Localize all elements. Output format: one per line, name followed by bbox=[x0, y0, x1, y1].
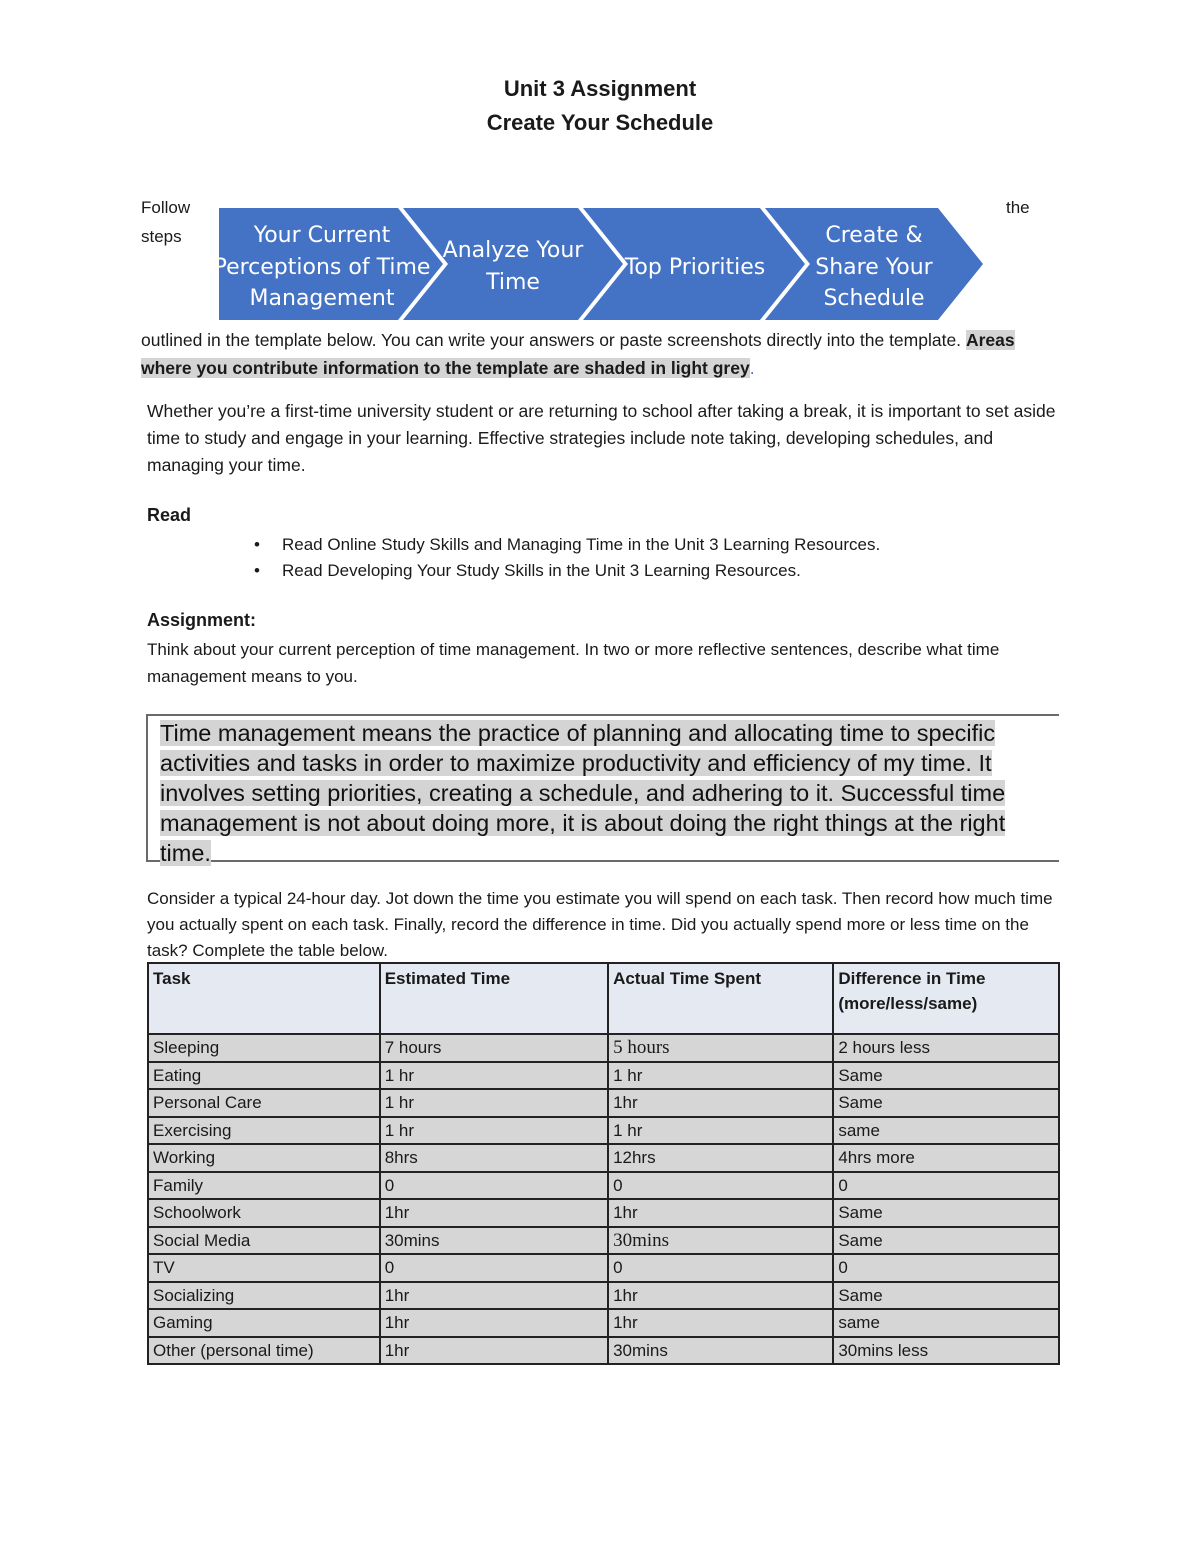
estimated-cell[interactable]: 0 bbox=[380, 1254, 608, 1282]
step-2-line-2: Time bbox=[486, 270, 540, 295]
actual-cell[interactable]: 1hr bbox=[608, 1089, 833, 1117]
process-steps-diagram bbox=[0, 0, 1200, 340]
estimated-cell[interactable]: 1hr bbox=[380, 1282, 608, 1310]
difference-cell[interactable]: 2 hours less bbox=[833, 1034, 1059, 1062]
intro-word-the: the bbox=[1006, 198, 1030, 217]
table-row bbox=[148, 1337, 1059, 1365]
task-cell: Social Media bbox=[148, 1227, 380, 1255]
assignment-heading: Assignment: bbox=[147, 610, 257, 630]
intro-paragraph: Whether you’re a first-time university student or are returning to school after taking a break, it is important to set aside time to study and engage in your learning. Effective strategies include note taking, developing schedules, and managing your time. bbox=[147, 401, 1056, 475]
difference-cell[interactable]: Same bbox=[833, 1062, 1059, 1090]
estimated-cell[interactable]: 30mins bbox=[380, 1227, 608, 1255]
task-cell: Socializing bbox=[148, 1282, 380, 1310]
header-difference: Difference in Time (more/less/same) bbox=[833, 963, 1059, 1034]
table-row bbox=[148, 1172, 1059, 1200]
actual-cell[interactable]: 0 bbox=[608, 1254, 833, 1282]
step-1-line-3: Management bbox=[249, 286, 395, 311]
estimated-cell[interactable]: 7 hours bbox=[380, 1034, 608, 1062]
list-item bbox=[250, 532, 880, 558]
template-instructions-text: outlined in the template below. You can write your answers or paste screenshots directly into the template. bbox=[141, 330, 962, 350]
difference-cell[interactable]: same bbox=[833, 1117, 1059, 1145]
intro-word-follow: Follow bbox=[141, 198, 191, 217]
table-row bbox=[148, 1117, 1059, 1145]
header-actual: Actual Time Spent bbox=[608, 963, 833, 1034]
task-cell: Working bbox=[148, 1144, 380, 1172]
task-cell: Exercising bbox=[148, 1117, 380, 1145]
task-cell: TV bbox=[148, 1254, 380, 1282]
task-cell: Schoolwork bbox=[148, 1199, 380, 1227]
step-1-line-1: Your Current bbox=[253, 223, 391, 248]
read-list bbox=[250, 532, 880, 584]
actual-cell[interactable]: 1hr bbox=[608, 1199, 833, 1227]
actual-cell[interactable]: 1hr bbox=[608, 1282, 833, 1310]
document-title: Unit 3 Assignment bbox=[503, 76, 697, 101]
read-item-text: Read Developing Your Study Skills in the Unit 3 Learning Resources. bbox=[282, 561, 801, 580]
task-cell: Family bbox=[148, 1172, 380, 1200]
template-instructions bbox=[141, 326, 1061, 382]
assignment-prompt: Think about your current perception of time management. In two or more reflective sentences, describe what time management means to you. bbox=[147, 640, 1000, 686]
difference-cell[interactable]: 0 bbox=[833, 1254, 1059, 1282]
document-subtitle: Create Your Schedule bbox=[486, 110, 714, 135]
table-row bbox=[148, 1144, 1059, 1172]
table-row bbox=[148, 1254, 1059, 1282]
table-header-row bbox=[148, 963, 1059, 1034]
difference-cell[interactable]: 0 bbox=[833, 1172, 1059, 1200]
bullet-icon: • bbox=[254, 535, 260, 554]
difference-cell[interactable]: Same bbox=[833, 1227, 1059, 1255]
estimated-cell[interactable]: 1 hr bbox=[380, 1062, 608, 1090]
answer-highlight: Time management means the practice of planning and allocating time to specific activities and tasks in order to maximize productivity and efficiency of my time. It involves setting priorities, creating a schedule, and adhering to it. Successful time management is not about doing more, it is about doing the right things at the right time. bbox=[160, 720, 1006, 866]
intro-word-steps: steps bbox=[141, 227, 182, 246]
estimated-cell[interactable]: 8hrs bbox=[380, 1144, 608, 1172]
task-cell: Personal Care bbox=[148, 1089, 380, 1117]
step-4-line-1: Create & bbox=[825, 223, 923, 248]
actual-cell[interactable]: 1hr bbox=[608, 1309, 833, 1337]
estimated-cell[interactable]: 1 hr bbox=[380, 1117, 608, 1145]
table-row bbox=[148, 1034, 1059, 1062]
actual-cell[interactable]: 0 bbox=[608, 1172, 833, 1200]
estimated-cell[interactable]: 1hr bbox=[380, 1337, 608, 1365]
actual-cell[interactable]: 12hrs bbox=[608, 1144, 833, 1172]
read-heading: Read bbox=[147, 505, 192, 525]
table-instructions: Consider a typical 24-hour day. Jot down the time you estimate you will spend on each task. Then record how much time you actually spent on each task. Finally, record the difference in time. Did you actually spend more or less time on the task? Complete the table below. bbox=[147, 889, 1053, 960]
header-estimated: Estimated Time bbox=[380, 963, 608, 1034]
task-cell: Gaming bbox=[148, 1309, 380, 1337]
read-item-text: Read Online Study Skills and Managing Time in the Unit 3 Learning Resources. bbox=[282, 535, 881, 554]
grey-area-note: Areas where you contribute information to the template are shaded in light grey bbox=[141, 330, 1015, 378]
difference-cell[interactable]: 4hrs more bbox=[833, 1144, 1059, 1172]
actual-cell[interactable]: 1 hr bbox=[608, 1062, 833, 1090]
grey-area-period: . bbox=[749, 358, 755, 378]
task-cell: Sleeping bbox=[148, 1034, 380, 1062]
actual-cell[interactable]: 1 hr bbox=[608, 1117, 833, 1145]
table-row bbox=[148, 1227, 1059, 1255]
actual-cell[interactable]: 30mins bbox=[608, 1227, 833, 1255]
step-2-line-1: Analyze Your bbox=[442, 238, 584, 263]
estimated-cell[interactable]: 1hr bbox=[380, 1309, 608, 1337]
actual-cell[interactable]: 30mins bbox=[608, 1337, 833, 1365]
estimated-cell[interactable]: 1 hr bbox=[380, 1089, 608, 1117]
table-row bbox=[148, 1089, 1059, 1117]
table-body bbox=[148, 1034, 1059, 1364]
task-cell: Other (personal time) bbox=[148, 1337, 380, 1365]
step-3-line-1: Top Priorities bbox=[624, 255, 766, 280]
table-row bbox=[148, 1309, 1059, 1337]
estimated-cell[interactable]: 1hr bbox=[380, 1199, 608, 1227]
difference-cell[interactable]: Same bbox=[833, 1199, 1059, 1227]
actual-cell[interactable]: 5 hours bbox=[608, 1034, 833, 1062]
time-table bbox=[147, 962, 1060, 1365]
answer-box[interactable] bbox=[146, 714, 1059, 866]
table-row bbox=[148, 1282, 1059, 1310]
header-task: Task bbox=[148, 963, 380, 1034]
task-cell: Eating bbox=[148, 1062, 380, 1090]
list-item bbox=[250, 558, 880, 584]
answer-text[interactable] bbox=[160, 718, 1050, 868]
step-4-line-3: Schedule bbox=[823, 286, 925, 311]
step-4-line-2: Share Your bbox=[815, 255, 933, 280]
table-row bbox=[148, 1062, 1059, 1090]
bullet-icon: • bbox=[254, 561, 260, 580]
difference-cell[interactable]: Same bbox=[833, 1089, 1059, 1117]
difference-cell[interactable]: same bbox=[833, 1309, 1059, 1337]
step-1-line-2: Perceptions of Time bbox=[213, 255, 431, 280]
difference-cell[interactable]: 30mins less bbox=[833, 1337, 1059, 1365]
table-row bbox=[148, 1199, 1059, 1227]
difference-cell[interactable]: Same bbox=[833, 1282, 1059, 1310]
estimated-cell[interactable]: 0 bbox=[380, 1172, 608, 1200]
